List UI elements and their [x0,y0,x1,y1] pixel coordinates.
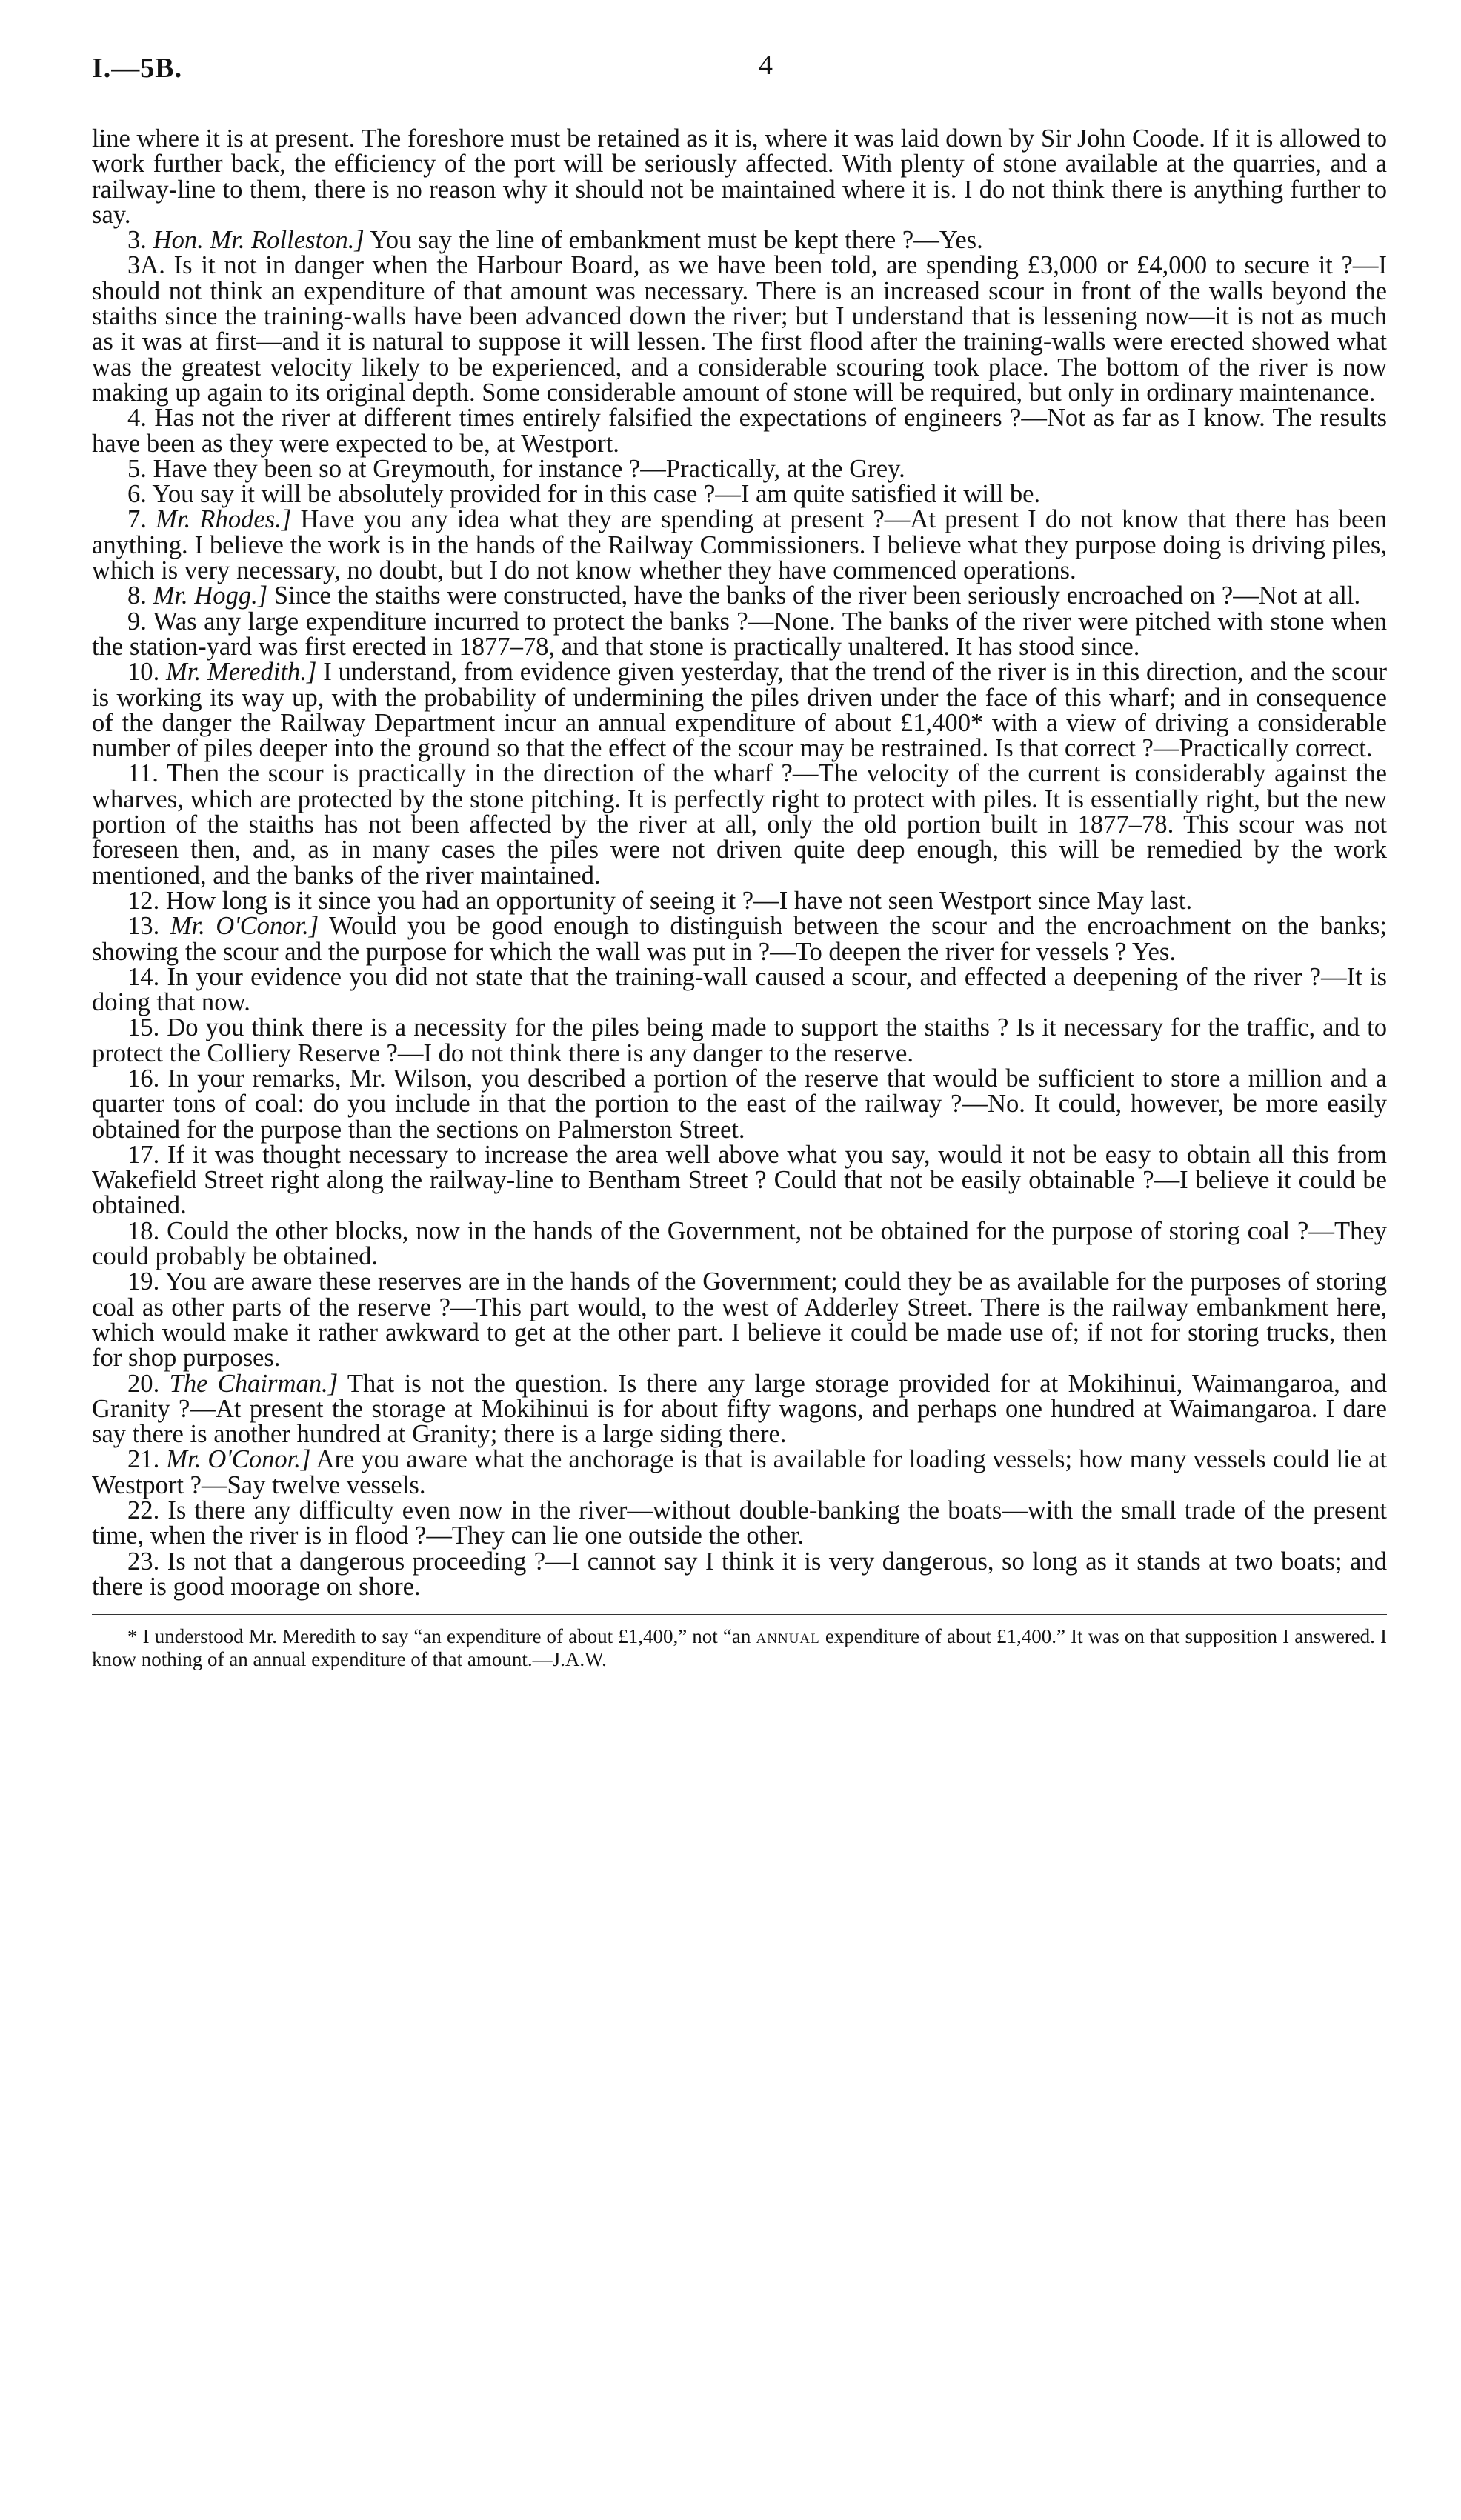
footnote-divider [92,1614,1387,1615]
question-number: 20. [127,1369,160,1398]
question-19 [92,1267,1387,1373]
question-number: 17. [127,1140,160,1169]
question-number: 6. [127,480,147,509]
question-number: 10. [127,658,160,687]
question-text: Since the staiths were constructed, have the banks of the river been seriously encroached on ?—Not at all. [273,581,1361,610]
question-14 [92,964,1387,1016]
question-text: Have they been so at Greymouth, for instance ?—Practically, at the Grey. [153,454,905,483]
question-number: 16. [127,1064,160,1093]
question-number: 8. [127,581,147,610]
question-text: Is it not in danger when the Harbour Board, as we have been told, are spending £3,000 or £4,000 to secure it ?—I should not think an expenditure of that amount was necessary. There is an increased scour in front of the walls beyond the staiths since the training-walls have been advanced down the river; but I understand that is lessening now—it is not as much as it was at first—and it is natural to suppose it will lessen. The first flood after the training-walls were erected showed what was the greatest velocity likely to be experienced, and a considerable scouring took place. The bottom of the river is now making up again to its original depth. Some considerable amount of stone will be required, but only in ordinary maintenance. [92,251,1387,407]
speaker-name: Mr. O'Conor.] [166,1445,311,1474]
question-number: 9. [127,607,147,636]
question-22 [92,1498,1387,1549]
question-text: Do you think there is a necessity for the piles being made to support the staiths ? Is it necessary for the traffic, and to protect the Colliery Reserve ?—I do not think there is any danger to the reserve. [92,1013,1387,1067]
question-7 [92,507,1387,583]
question-number: 12. [127,886,160,915]
page-number: 4 [759,50,773,81]
question-text: Could the other blocks, now in the hands of the Government, not be obtained for the purpose of storing coal ?—They could probably be obtained. [92,1216,1387,1271]
question-13 [92,913,1387,964]
speaker-name: Mr. O'Conor.] [170,912,319,941]
question-number: 7. [127,505,147,534]
question-number: 13. [127,912,160,941]
question-number: 4. [127,404,147,433]
evidence-body [92,126,1387,1599]
footnote-emphasis: annual [756,1625,820,1648]
question-text: You say it will be absolutely provided for in this case ?—I am quite satisfied it will be. [152,480,1041,509]
question-9 [92,609,1387,660]
question-number: 23. [127,1547,160,1576]
question-text: Then the scour is practically in the direction of the wharf ?—The velocity of the current is considerably against the wharves, which are protected by the stone pitching. It is perfectly right to protect with piles. It is essentially right, but the new portion of the staiths has not been affected by the river at all, only the old portion built in 1877–78. This scour was not foreseen then, and, as in many cases the piles were not driven quite deep enough, this will be remedied by the work mentioned, and the banks of the river maintained. [92,759,1387,890]
question-number: 18. [127,1216,160,1245]
question-text: Was any large expenditure incurred to protect the banks ?—None. The banks of the river were pitched with stone when the station-yard was first erected in 1877–78, and that stone is practically unaltered. It has stood since. [92,607,1387,661]
speaker-name: Mr. Hogg.] [153,581,268,610]
question-4 [92,405,1387,456]
question-20 [92,1371,1387,1447]
question-15 [92,1015,1387,1066]
question-number: 3. [127,226,147,255]
question-number: 22. [127,1496,160,1525]
question-text: I understand, from evidence given yesterday, that the trend of the river is in this direction, and the scour is working its way up, with the probability of undermining the piles driven under the face of this wharf; and in consequence of the danger the Railway Department incur an annual expenditure of about £1,400* with a view of driving a considerable number of piles deeper into the ground so that the effect of the scour may be restrained. Is that correct ?—Practically correct. [92,658,1387,763]
question-23 [92,1549,1387,1600]
question-6 [92,481,1387,507]
speaker-name: Hon. Mr. Rolleston.] [153,226,365,255]
question-3 [92,227,1387,253]
question-text: That is not the question. Is there any large storage provided for at Mokihinui, Waimangaroa, and Granity ?—At present the storage at Mokihinui is for about fifty wagons, and perhaps one hundred at Waimangaroa. I dare say there is another hundred at Granity; there is a large siding there. [92,1369,1388,1449]
question-number: 19. [127,1267,160,1296]
question-text: If it was thought necessary to increase the area well above what you say, would it not be easy to obtain all this from Wakefield Street right along the railway-line to Bentham Street ? Could that not be easily obtainable ?—I believe it could be obtained. [92,1140,1387,1220]
question-16 [92,1066,1387,1142]
footnote-text-end: expenditure of about £1,400.” It was on that supposition I answered. I know nothing of an annual expenditure of that amount.—J.A.W. [92,1625,1388,1671]
parliamentary-reference: I.—5B. [92,53,183,84]
footnote-text-start: * I understood Mr. Meredith to say “an expenditure of about £1,400,” not “an [127,1625,751,1648]
question-text: Is there any difficulty even now in the river—without double-banking the boats—with the small trade of the present time, when the river is in flood ?—They can lie one outside the other. [92,1496,1387,1550]
question-number: 5. [127,454,147,483]
speaker-name: Mr. Rhodes.] [156,505,292,534]
speaker-name: The Chairman.] [169,1369,339,1398]
paragraph-text: line where it is at present. The foreshore must be retained as it is, where it was laid down by Sir John Coode. If it is allowed to work further back, the efficiency of the port will be seriously affected. With plenty of stone available at the quarries, and a railway-line to them, there is no reason why it should not be maintained where it is. I do not think there is anything further to say. [92,124,1387,229]
question-12 [92,888,1387,913]
question-number: 3A. [127,251,165,280]
question-number: 21. [127,1445,160,1474]
question-8 [92,583,1387,608]
question-text: You are aware these reserves are in the hands of the Government; could they be as available for the purposes of storing coal as other parts of the reserve ?—This part would, to the west of Adderley Street. There is the railway embankment here, which would make it rather awkward to get at the other part. I believe it could be made use of; if not for storing trucks, then for shop purposes. [92,1267,1387,1373]
question-text: Are you aware what the anchorage is that is available for loading vessels; how many vessels could lie at Westport ?—Say twelve vessels. [92,1445,1387,1499]
footnote [92,1625,1387,1671]
page-header [92,44,1387,90]
question-text: You say the line of embankment must be kept there ?—Yes. [370,226,983,255]
paragraph-continuation [92,126,1387,227]
question-text: How long is it since you had an opportunity of seeing it ?—I have not seen Westport since May last. [165,886,1193,915]
question-17 [92,1142,1387,1219]
question-number: 11. [127,759,159,788]
question-text: In your evidence you did not state that the training-wall caused a scour, and effected a deepening of the river ?—It is doing that now. [92,962,1387,1017]
question-text: Have you any idea what they are spending at present ?—At present I do not know that there has been anything. I believe the work is in the hands of the Railway Commissioners. I believe what they purpose doing is driving piles, which is very necessary, no doubt, but I do not know whether they have commenced operations. [92,505,1387,585]
question-text: Is not that a dangerous proceeding ?—I cannot say I think it is very dangerous, so long as it stands at two boats; and there is good moorage on shore. [92,1547,1387,1601]
question-5 [92,456,1387,481]
question-text: In your remarks, Mr. Wilson, you described a portion of the reserve that would be sufficient to store a million and a quarter tons of coal: do you include in that the portion to the east of the railway ?—No. It could, however, be more easily obtained for the purpose than the sections on Palmerston Street. [92,1064,1388,1144]
question-text: Would you be good enough to distinguish between the scour and the encroachment on the banks; showing the scour and the purpose for which the wall was put in ?—To deepen the river for vessels ? Yes. [92,912,1387,966]
question-text: Has not the river at different times entirely falsified the expectations of engineers ?—Not as far as I know. The results have been as they were expected to be, at Westport. [92,404,1387,458]
question-18 [92,1216,1387,1271]
speaker-name: Mr. Meredith.] [166,658,317,687]
question-number: 15. [127,1013,160,1042]
question-21 [92,1447,1387,1498]
question-11 [92,759,1387,890]
question-number: 14. [127,962,160,991]
question-3a [92,253,1387,405]
question-10 [92,659,1387,761]
